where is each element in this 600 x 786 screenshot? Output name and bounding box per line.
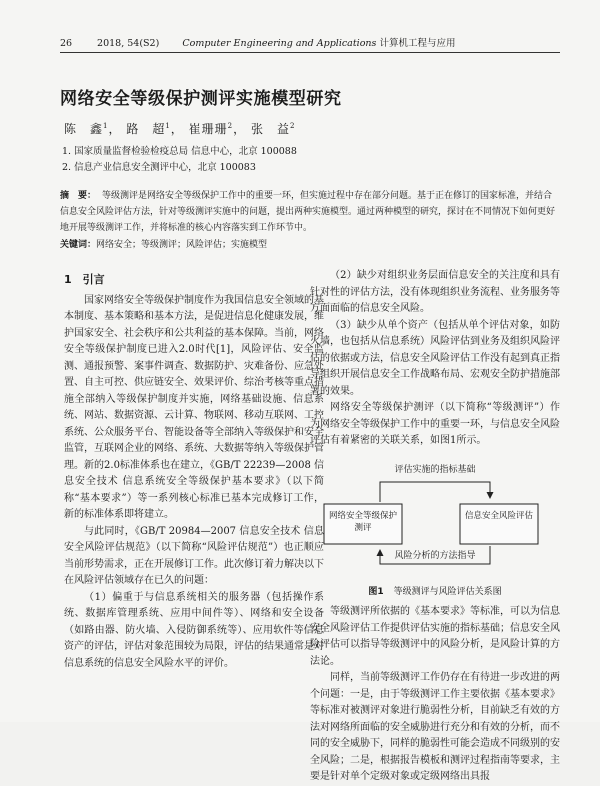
- top-relation-label: 评估实施的指标基础: [394, 464, 476, 475]
- author-affil-mark: 1: [103, 122, 109, 130]
- author-affil-mark: 1: [165, 122, 171, 130]
- body-paragraph: 国家网络安全等级保护制度作为我国信息安全领域的基本制度、基本策略和基本方法，是促进信息化健康发展，维护国家安全、社会秩序和公共利益的基本保障。当前，网络安全等级保护制度已进入2.0时代[1]，风险评估、安全监测、通报预警、案事件调查、数据防护、灾难备份、应急处置、自主可控、供应链安全、效果评价、综治考核等重点措施全部纳入等级保护制度并实施，网络基础设施、信息系统、网站、数据资源、云计算、物联网、移动互联网、工控系统、公众服务平台、智能设备等全部纳入等级保护和安全监管，互联网企业的网络、系统、大数据等纳入等级保护管理。新的2.0标准体系也在建立，《GB/T 22239—2008 信息安全技术 信息系统安全等级保护基本要求》（以下简称“基本要求”）等一系列核心标准已基本完成修订工作，新的标准体系即将建立。: [64, 294, 324, 520]
- body-paragraph: 网络安全等级保护测评（以下简称“等级测评”）作为网络安全等级保护工作中的重要一环，与信息安全风险评估有着紧密的关联关系，如图1所示。: [310, 402, 560, 446]
- author-name: 路 超: [126, 122, 166, 136]
- right-column: [310, 268, 560, 786]
- affiliation: 2. 信息产业信息安全测评中心，北京 100083: [62, 162, 256, 173]
- affiliation: 1. 国家质量监督检验检疫总局 信息中心，北京 100088: [62, 146, 297, 157]
- author-affil-mark: 2: [227, 122, 234, 130]
- body-paragraph: 同样，当前等级测评工作仍存在有待进一步改进的两个问题：一是，由于等级测评工作主要依据《基本要求》等标准对被测评对象进行脆弱性分析，目前缺乏有效的方法对网络所面临的安全威胁进行充分和有效的分析，而不同的安全威胁下，同样的脆弱性可能会造成不同级别的安全风险；二是，根据报告模板和测评过程指南等要求，主要是针对单个定级对象或定级网络出具报: [310, 672, 560, 782]
- running-header: [60, 36, 560, 53]
- journal-name-en: Computer Engineering and Applications: [182, 38, 377, 49]
- paper-title: 网络安全等级保护测评实施模型研究: [60, 89, 342, 109]
- author-name: 崔珊珊: [188, 122, 228, 136]
- section-heading: 1 引言: [64, 273, 105, 286]
- box-right-label: 信息安全风险评估: [464, 510, 533, 521]
- body-paragraph: （2）缺少对组织业务层面信息安全的关注度和具有针对性的评估方法，没有体现组织业务流程、业务服务等方面面临的信息安全风险。: [310, 270, 560, 314]
- keywords: [60, 238, 560, 252]
- figure-caption: [310, 584, 560, 601]
- author-name: 陈 鑫: [64, 122, 104, 136]
- body-paragraph: 与此同时，《GB/T 20984—2007 信息安全技术 信息安全风险评估规范》（以下简称“风险评估规范”）也正顺应当前形势需求，正在开展修订工作。此次修订着力解决以下在风险评估领域存在已久的问题：: [64, 525, 324, 586]
- relation-diagram: [310, 454, 560, 582]
- abstract-label: 摘 要：: [60, 191, 97, 201]
- body-paragraph: 等级测评所依据的《基本要求》等标准，可以为信息安全风险评估工作提供评估实施的指标基础；信息安全风险评估可以指导等级测评中的风险分析，是风险计算的方法论。: [310, 606, 560, 667]
- keywords-label: 关键词：: [60, 240, 97, 250]
- figure-label: 图1: [368, 586, 384, 597]
- author-list: 陈 鑫$^1$， 路 超$^1$， 崔珊珊$^2$， 张 益$^2$: [64, 122, 296, 136]
- keywords-text: 网络安全；等级测评；风险评估；实施模型: [96, 240, 268, 250]
- body-paragraph: （3）缺少从单个资产（包括从单个评估对象，如防火墙，也包括从信息系统）风险评估到业务及组织风险评估的依据或方法，信息安全风险评估工作没有起到真正指导组织开展信息安全工作战略布局、宏观安全防护措施部署的效果。: [310, 319, 560, 397]
- abstract-text: 等级测评是网络安全等级保护工作中的重要一环，但实施过程中存在部分问题。基于正在修订的国家标准，并结合信息安全风险评估方法，针对等级测评实施中的问题，提出两种实施模型。通过两种模型的研究，探讨在不同情况下如何更好地开展等级测评工作，并将标准的核心内容落实到工作环节中。: [60, 191, 556, 233]
- left-column: [64, 268, 324, 672]
- author-name: 张 益: [250, 122, 290, 136]
- journal-name-cn: 计算机工程与应用: [379, 38, 456, 49]
- author-affil-mark: 2: [289, 122, 296, 130]
- body-paragraph: （1）偏重于与信息系统相关的服务器（包括操作系统、数据库管理系统、应用中间件等）、网络和安全设备（如路由器、防火墙、入侵防御系统等）、应用软件等信息资产的评估，评估对象范围较为局限，评估的结果通常是对信息系统的信息安全风险水平的评价。: [64, 591, 324, 669]
- volume-info: 2018, 54(S2): [97, 38, 160, 49]
- bottom-relation-label: 风险分析的方法指导: [394, 550, 476, 561]
- page-number: 26: [60, 38, 73, 49]
- box-left-label: 网络安全等级保护测评: [328, 510, 397, 533]
- figure-caption-text: 等级测评与风险评估关系图: [393, 586, 502, 597]
- arrow-evaluation-basis: [380, 482, 490, 502]
- abstract: [60, 188, 560, 236]
- figure-1: [310, 454, 560, 582]
